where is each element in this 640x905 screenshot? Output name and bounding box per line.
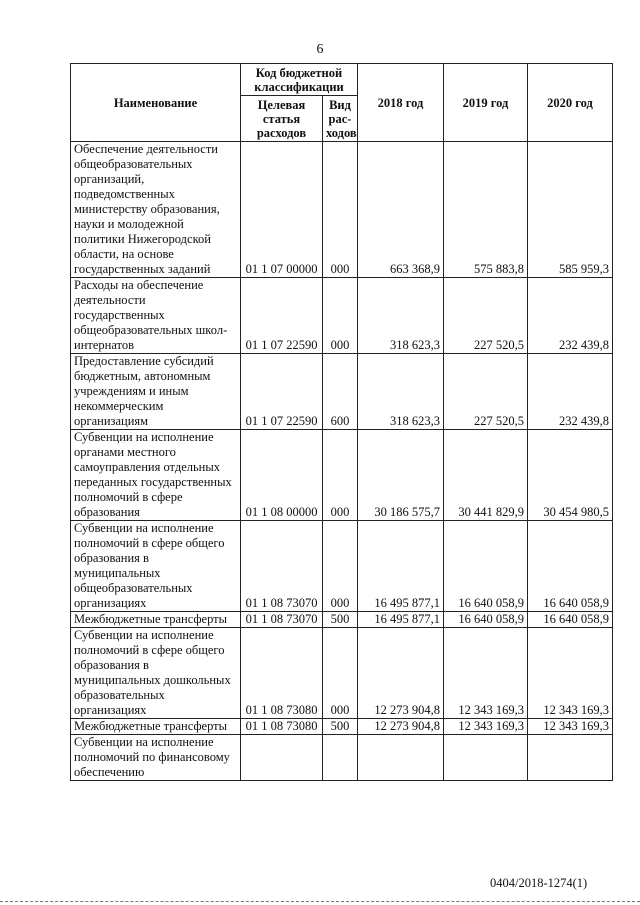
table-row [71,719,613,735]
row-2020: 30 454 980,5 [528,430,613,521]
row-code: 01 1 08 73080 [241,719,323,735]
scan-edge-divider [0,901,640,902]
row-name: Субвенции на исполнение полномочий по финансовому обеспечению [71,735,241,781]
row-name: Субвенции на исполнение полномочий в сфере общего образования в муниципальных общеобразовательных организациях [71,521,241,612]
row-kind [323,735,358,781]
row-code: 01 1 07 22590 [241,278,323,354]
row-name: Предоставление субсидий бюджетным, автономным учреждениям и иным некоммерческим организациям [71,354,241,430]
table-row [71,628,613,719]
row-2019: 227 520,5 [444,278,528,354]
header-target-article: Целевая статья расходов [241,96,323,142]
header-code-group: Код бюджетной классификации [241,64,358,96]
row-2020: 16 640 058,9 [528,521,613,612]
header-year-2020: 2020 год [528,64,613,142]
row-2020: 12 343 169,3 [528,628,613,719]
row-2019: 30 441 829,9 [444,430,528,521]
row-kind: 000 [323,430,358,521]
row-code [241,735,323,781]
row-kind: 600 [323,354,358,430]
table-row [71,430,613,521]
row-2019: 16 640 058,9 [444,521,528,612]
row-code: 01 1 07 22590 [241,354,323,430]
header-name: Наименование [71,64,241,142]
row-2019: 16 640 058,9 [444,612,528,628]
row-kind: 500 [323,612,358,628]
row-code: 01 1 07 00000 [241,142,323,278]
row-kind: 000 [323,278,358,354]
row-2019: 12 343 169,3 [444,719,528,735]
page-number: 6 [316,42,324,57]
row-2019: 12 343 169,3 [444,628,528,719]
row-name: Субвенции на исполнение полномочий в сфере общего образования в муниципальных дошкольных образовательных организациях [71,628,241,719]
row-2020: 232 439,8 [528,354,613,430]
row-name: Межбюджетные трансферты [71,719,241,735]
row-2020: 16 640 058,9 [528,612,613,628]
row-2018: 12 273 904,8 [358,628,444,719]
document-code: 0404/2018-1274(1) [490,876,588,890]
row-2019 [444,735,528,781]
row-name: Субвенции на исполнение органами местного самоуправления отдельных переданных государственных полномочий в сфере образования [71,430,241,521]
table-row [71,612,613,628]
row-code: 01 1 08 73070 [241,612,323,628]
row-name: Межбюджетные трансферты [71,612,241,628]
row-2020: 232 439,8 [528,278,613,354]
row-code: 01 1 08 00000 [241,430,323,521]
table-row [71,278,613,354]
table-row [71,735,613,781]
table-row [71,521,613,612]
table-row [71,142,613,278]
row-2018: 12 273 904,8 [358,719,444,735]
row-kind: 000 [323,142,358,278]
row-2018: 16 495 877,1 [358,521,444,612]
row-2020 [528,735,613,781]
header-expense-type: Вид рас- ходов [323,96,358,142]
row-2018: 663 368,9 [358,142,444,278]
row-2018: 30 186 575,7 [358,430,444,521]
row-2019: 227 520,5 [444,354,528,430]
row-2020: 585 959,3 [528,142,613,278]
row-2018 [358,735,444,781]
row-kind: 000 [323,521,358,612]
budget-table [70,63,613,781]
row-2018: 16 495 877,1 [358,612,444,628]
row-2020: 12 343 169,3 [528,719,613,735]
header-row-1 [71,64,613,96]
row-2018: 318 623,3 [358,354,444,430]
row-kind: 000 [323,628,358,719]
row-2019: 575 883,8 [444,142,528,278]
row-name: Обеспечение деятельности общеобразовательных организаций, подведомственных министерству образования, науки и молодежной политики Нижегородской области, на основе государственных заданий [71,142,241,278]
row-name: Расходы на обеспечение деятельности государственных общеобразовательных школ-интернатов [71,278,241,354]
header-year-2019: 2019 год [444,64,528,142]
row-2018: 318 623,3 [358,278,444,354]
row-kind: 500 [323,719,358,735]
table-row [71,354,613,430]
header-year-2018: 2018 год [358,64,444,142]
row-code: 01 1 08 73070 [241,521,323,612]
row-code: 01 1 08 73080 [241,628,323,719]
